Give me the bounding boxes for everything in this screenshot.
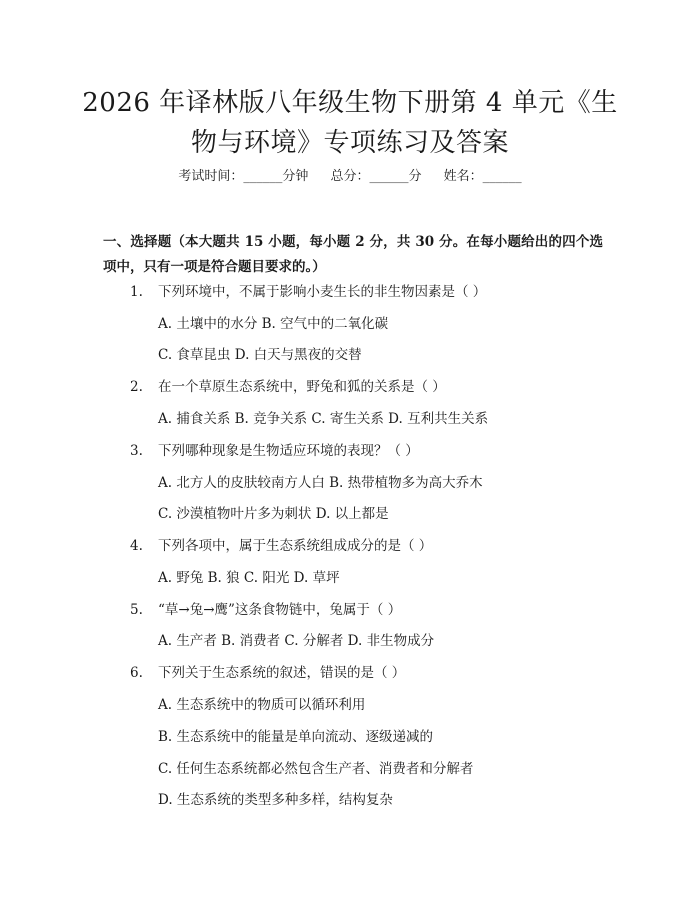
title-line-2: 物与环境》专项练习及答案 [190, 128, 509, 158]
question-options: A. 野兔 B. 狼 C. 阳光 D. 草坪 [158, 570, 340, 586]
document-title [60, 83, 640, 163]
section-heading: 一、选择题（本大题共 15 小题，每小题 2 分，共 30 分。在每小题给出的四个选项中，只有一项是符合题目要求的。） [103, 234, 603, 275]
question-options: C. 任何生态系统都必然包含生产者、消费者和分解者 [158, 761, 474, 777]
question-number: 4. [130, 538, 143, 554]
question-options: C. 沙漠植物叶片多为刺状 D. 以上都是 [158, 506, 389, 522]
question-options: A. 生态系统中的物质可以循环利用 [158, 697, 366, 713]
question-number: 1. [130, 284, 143, 300]
question-text: 下列哪种现象是生物适应环境的表现？（ ） [158, 443, 419, 459]
question [130, 282, 486, 302]
question-number: 3. [130, 443, 143, 459]
question-number: 5. [130, 602, 143, 618]
question-text: 在一个草原生态系统中，野兔和狐的关系是（ ） [158, 379, 446, 395]
exam-info-line [0, 166, 700, 188]
question-number: 6. [130, 665, 143, 681]
question-options: A. 北方人的皮肤较南方人白 B. 热带植物多为高大乔木 [158, 475, 483, 491]
question-options: B. 生态系统中的能量是单向流动、逐级递减的 [158, 729, 434, 745]
question-options: A. 土壤中的水分 B. 空气中的二氧化碳 [158, 316, 389, 332]
question-options: D. 生态系统的类型多种多样，结构复杂 [158, 792, 393, 808]
question-number: 2. [130, 379, 143, 395]
question-options: A. 生产者 B. 消费者 C. 分解者 D. 非生物成分 [158, 633, 435, 649]
question [130, 377, 446, 397]
question [130, 536, 432, 556]
exam-time: 考试时间：______分钟 [178, 169, 309, 184]
question-text: 下列环境中，不属于影响小麦生长的非生物因素是（ ） [158, 284, 487, 300]
question-options: A. 捕食关系 B. 竞争关系 C. 寄生关系 D. 互利共生关系 [158, 411, 489, 427]
title-line-1: 2026 年译林版八年级生物下册第 4 单元《生 [82, 88, 618, 118]
question [130, 441, 419, 461]
exam-name: 姓名：______ [443, 169, 522, 184]
question [130, 600, 401, 620]
exam-score: 总分：______分 [330, 169, 422, 184]
question-text: 下列各项中，属于生态系统组成成分的是（ ） [158, 538, 433, 554]
question-options: C. 食草昆虫 D. 白天与黑夜的交替 [158, 347, 362, 363]
question-text: 下列关于生态系统的叙述，错误的是（ ） [158, 665, 406, 681]
question-text: “草→兔→鹰”这条食物链中，兔属于（ ） [158, 602, 402, 618]
question [130, 663, 405, 683]
